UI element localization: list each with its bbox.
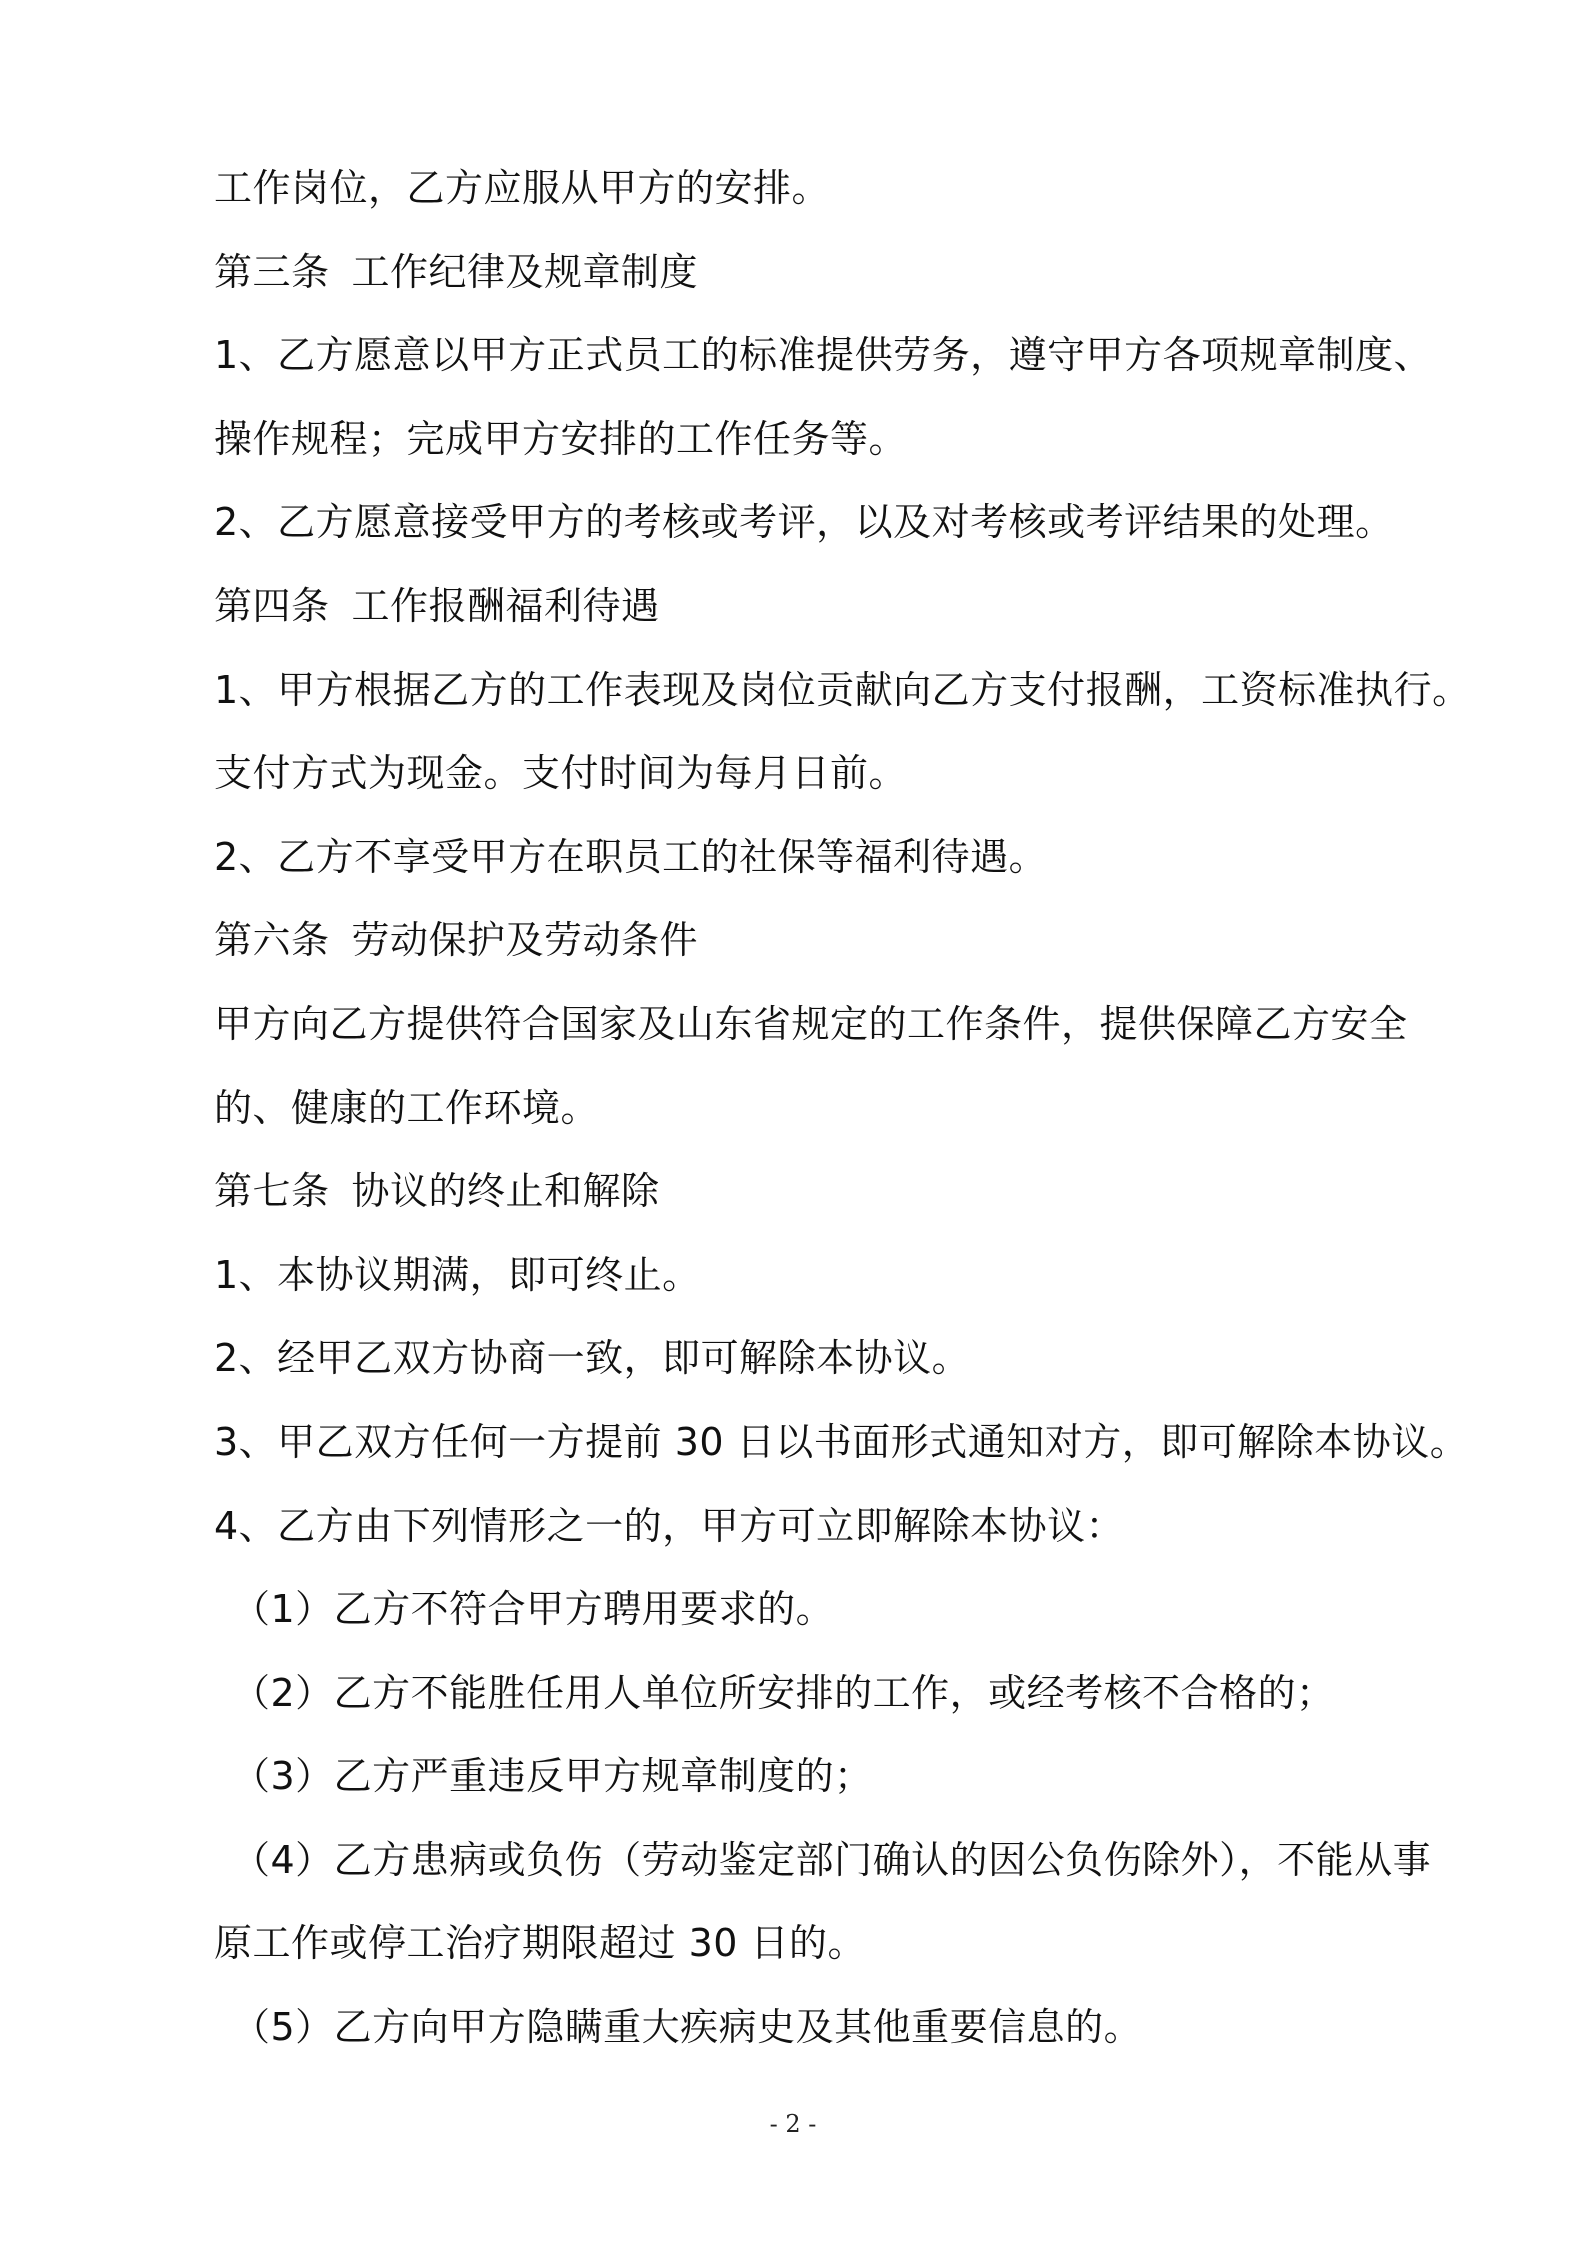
document-body: [214, 158, 1471, 2081]
article-heading: [214, 242, 1394, 326]
sub-clause-line: （5）乙方向甲方隐瞒重大疾病史及其他重要信息的。: [232, 2005, 1143, 2050]
paragraph-line: 工作岗位，乙方应服从甲方的安排。: [214, 166, 831, 210]
paragraph-line: 3、甲乙双方任何一方提前 30 日以书面形式通知对方，即可解除本协议。: [214, 1419, 1469, 1464]
paragraph-line: 1、本协议期满，即可终止。: [214, 1252, 701, 1297]
article-title: 工作纪律及规章制度: [351, 249, 699, 294]
article-title: 协议的终止和解除: [351, 1169, 660, 1214]
article-title: 劳动保护及劳动条件: [351, 918, 699, 963]
article-number: 第七条: [214, 1169, 330, 1214]
paragraph-line: 支付方式为现金。支付时间为每月日前。: [214, 751, 908, 796]
paragraph-line: 2、乙方愿意接受甲方的考核或考评，以及对考核或考评结果的处理。: [214, 500, 1394, 545]
paragraph-line: 原工作或停工治疗期限超过 30 日的。: [214, 1921, 867, 1966]
sub-clause-line: （1）乙方不符合甲方聘用要求的。: [232, 1587, 835, 1632]
paragraph-line: 1、甲方根据乙方的工作表现及岗位贡献向乙方支付报酬，工资标准执行。: [214, 667, 1471, 712]
article-heading: [214, 1161, 1394, 1245]
article-heading: [214, 576, 1394, 660]
sub-clause-line: （4）乙方患病或负伤（劳动鉴定部门确认的因公负伤除外），不能从事: [232, 1837, 1432, 1882]
paragraph-line: 2、经甲乙双方协商一致，即可解除本协议。: [214, 1336, 971, 1381]
article-number: 第三条: [214, 249, 330, 294]
paragraph-line: 的、健康的工作环境。: [214, 1085, 600, 1130]
paragraph-line: 操作规程；完成甲方安排的工作任务等。: [214, 416, 908, 461]
sub-clause-line: （2）乙方不能胜任用人单位所安排的工作，或经考核不合格的；: [232, 1670, 1335, 1715]
article-title: 工作报酬福利待遇: [351, 583, 660, 628]
sub-clause-line: （3）乙方严重违反甲方规章制度的；: [232, 1754, 873, 1799]
paragraph-line: 甲方向乙方提供符合国家及山东省规定的工作条件，提供保障乙方安全: [214, 1001, 1408, 1046]
article-number: 第六条: [214, 918, 330, 963]
paragraph-line: 4、乙方由下列情形之一的，甲方可立即解除本协议：: [214, 1503, 1125, 1548]
article-number: 第四条: [214, 583, 330, 628]
paragraph-line: 2、乙方不享受甲方在职员工的社保等福利待遇。: [214, 834, 1048, 879]
paragraph-line: 1、乙方愿意以甲方正式员工的标准提供劳务，遵守甲方各项规章制度、: [214, 333, 1433, 378]
page-number: - 2 -: [769, 2110, 817, 2138]
article-heading: [214, 910, 1394, 994]
